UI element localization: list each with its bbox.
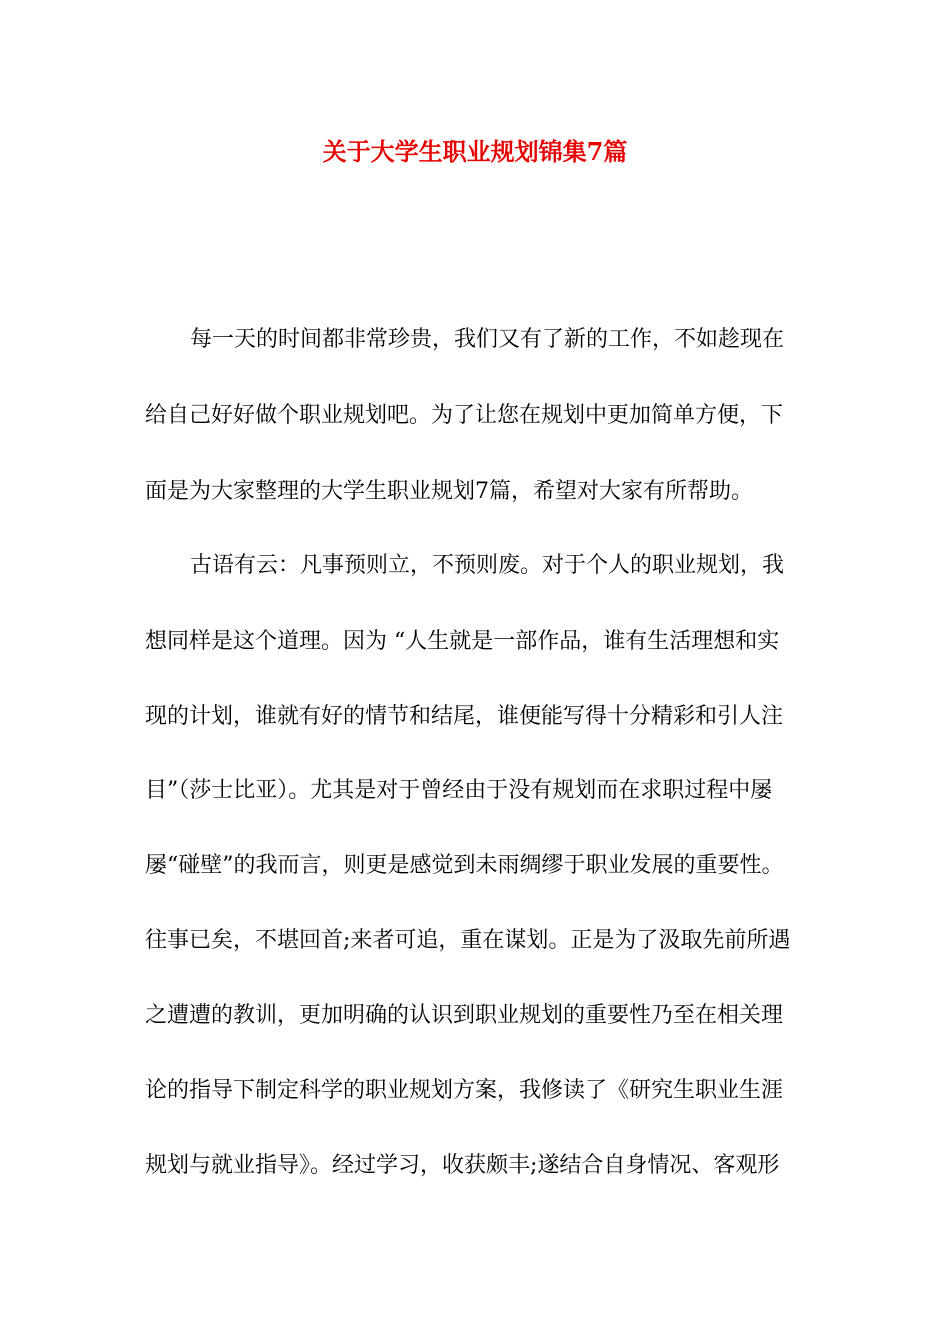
paragraph-2-line-8: 论的指导下制定科学的职业规划方案，我修读了《研究生职业生涯 xyxy=(145,1078,784,1103)
paragraph-2-line-5: 屡“碰壁”的我而言，则更是感觉到未雨绸缪于职业发展的重要性。 xyxy=(145,853,784,878)
paragraph-2-line-6: 往事已矣，不堪回首;来者可追，重在谋划。正是为了汲取先前所遇 xyxy=(145,928,791,953)
document-title: 关于大学生职业规划锦集7篇 xyxy=(322,137,628,166)
paragraph-2-line-7: 之遭遭的教训，更加明确的认识到职业规划的重要性乃至在相关理 xyxy=(145,1003,784,1028)
paragraph-2-line-9: 规划与就业指导》。经过学习，收获颇丰;遂结合自身情况、客观形 xyxy=(145,1153,780,1178)
paragraph-1-line-1: 每一天的时间都非常珍贵，我们又有了新的工作，不如趁现在 xyxy=(190,327,785,352)
paragraph-1-line-2: 给自己好好做个职业规划吧。为了让您在规划中更加简单方便，下 xyxy=(145,403,784,428)
paragraph-2-line-2: 想同样是这个道理。因为 “人生就是一部作品，谁有生活理想和实 xyxy=(145,629,780,654)
paragraph-2-line-3: 现的计划，谁就有好的情节和结尾，谁便能写得十分精彩和引人注 xyxy=(145,704,784,729)
paragraph-2-line-1: 古语有云：凡事预则立，不预则废。对于个人的职业规划，我 xyxy=(190,553,785,578)
paragraph-1-line-3: 面是为大家整理的大学生职业规划7篇，希望对大家有所帮助。 xyxy=(145,479,753,504)
paragraph-2-line-4: 目”（莎士比亚）。尤其是对于曾经由于没有规划而在求职过程中屡 xyxy=(145,778,773,803)
